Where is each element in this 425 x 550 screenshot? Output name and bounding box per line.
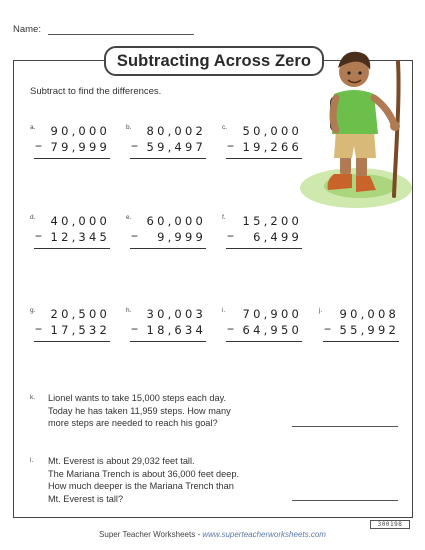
problem-h [126, 307, 206, 357]
problem-label: e. [126, 214, 132, 221]
minuend: 20,500 [50, 307, 110, 321]
subtrahend: 55,992 [339, 323, 399, 337]
word-problem-line: The Mariana Trench is about 36,000 feet deep. [48, 468, 240, 479]
word-problem-line: Mt. Everest is about 29,032 feet tall. [48, 456, 195, 466]
minuend: 40,000 [50, 214, 110, 228]
subtrahend: 19,266 [242, 140, 302, 154]
hiker-boy-icon [290, 38, 418, 210]
problem-label: j. [319, 307, 323, 314]
minus-sign-icon: − [227, 139, 235, 153]
minus-sign-icon: − [35, 229, 43, 243]
word-problem-line: How much deeper is the Mariana Trench than [48, 481, 234, 491]
worksheet-code: 300198 [370, 520, 410, 529]
word-problem-line: more steps are needed to reach his goal? [48, 418, 218, 428]
problem-label: i. [222, 307, 226, 314]
answer-line-k[interactable] [292, 426, 398, 427]
minuend: 70,900 [242, 307, 302, 321]
minus-sign-icon: − [131, 229, 139, 243]
answer-rule[interactable] [226, 341, 302, 342]
minus-sign-icon: − [131, 322, 139, 336]
word-problem-l [30, 455, 240, 505]
minuend: 50,000 [242, 124, 302, 138]
minus-sign-icon: − [227, 322, 235, 336]
minus-sign-icon: − [227, 229, 235, 243]
subtrahend: 79,999 [50, 140, 110, 154]
subtrahend: 18,634 [146, 323, 206, 337]
minuend: 30,003 [146, 307, 206, 321]
answer-rule[interactable] [34, 248, 110, 249]
problem-a [30, 124, 110, 174]
name-line[interactable] [48, 34, 194, 35]
problem-label: h. [126, 307, 132, 314]
problem-d [30, 214, 110, 264]
subtrahend: 64,950 [242, 323, 302, 337]
answer-rule[interactable] [130, 341, 206, 342]
subtrahend: 59,497 [146, 140, 206, 154]
word-problem-line: Today he has taken 11,959 steps. How many [48, 405, 231, 416]
minus-sign-icon: − [131, 139, 139, 153]
minus-sign-icon: − [35, 139, 43, 153]
problem-label: a. [30, 124, 36, 131]
page-title: Subtracting Across Zero [116, 51, 312, 70]
answer-rule[interactable] [226, 248, 302, 249]
answer-line-l[interactable] [292, 500, 398, 501]
footer [0, 530, 425, 539]
minuend: 60,000 [146, 214, 206, 228]
answer-rule[interactable] [34, 341, 110, 342]
problem-label: k. [30, 394, 36, 401]
minuend: 80,002 [146, 124, 206, 138]
instructions: Subtract to find the differences. [30, 86, 162, 97]
problem-label: d. [30, 214, 36, 221]
subtrahend: 17,532 [50, 323, 110, 337]
problem-e [126, 214, 206, 264]
answer-rule[interactable] [130, 248, 206, 249]
problem-label: l. [30, 457, 34, 464]
problem-b [126, 124, 206, 174]
problem-j [319, 307, 399, 357]
word-problem-line: Mt. Everest is tall? [48, 493, 124, 504]
problem-i [222, 307, 302, 357]
footer-url[interactable]: www.superteacherworksheets.com [202, 530, 326, 539]
problem-label: g. [30, 307, 36, 314]
problem-label: c. [222, 124, 228, 131]
minus-sign-icon: − [324, 322, 332, 336]
subtrahend: 6,499 [253, 230, 302, 244]
name-label: Name: [13, 24, 41, 35]
subtrahend: 12,345 [50, 230, 110, 244]
problem-label: f. [222, 214, 226, 221]
answer-rule[interactable] [34, 158, 110, 159]
problem-f [222, 214, 302, 264]
minus-sign-icon: − [35, 322, 43, 336]
problem-g [30, 307, 110, 357]
footer-separator: - [195, 530, 203, 539]
answer-rule[interactable] [323, 341, 399, 342]
word-problem-k [30, 392, 231, 430]
word-problem-line: Lionel wants to take 15,000 steps each day. [48, 393, 227, 403]
subtrahend: 9,999 [157, 230, 206, 244]
problem-label: b. [126, 124, 132, 131]
minuend: 90,008 [339, 307, 399, 321]
minuend: 15,200 [242, 214, 302, 228]
minuend: 90,000 [50, 124, 110, 138]
answer-rule[interactable] [130, 158, 206, 159]
footer-brand: Super Teacher Worksheets [99, 530, 196, 539]
